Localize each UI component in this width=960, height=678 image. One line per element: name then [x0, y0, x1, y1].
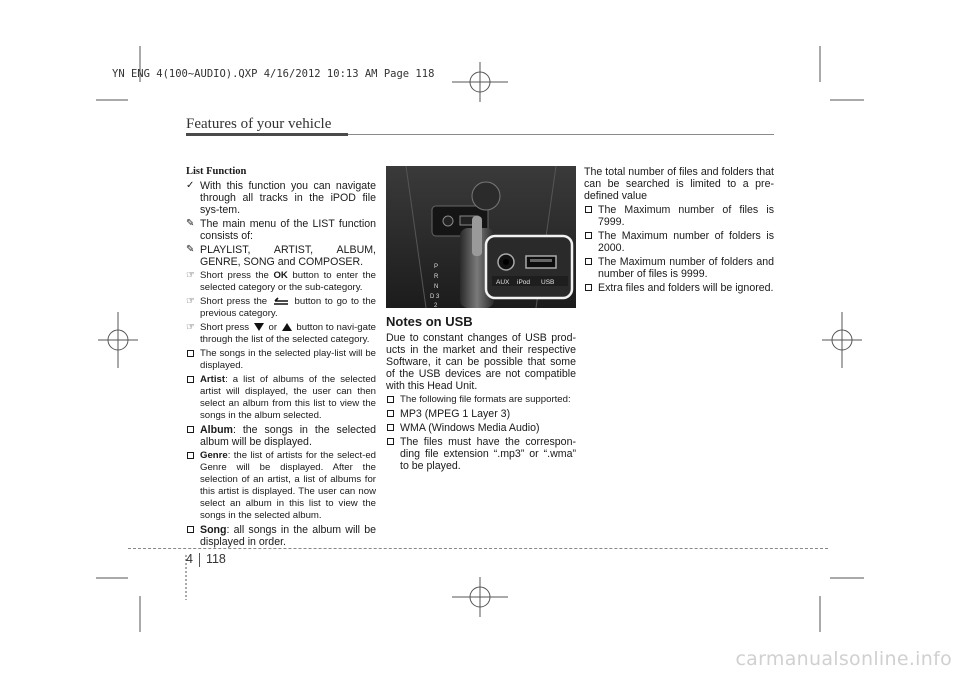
column-list-function — [186, 166, 376, 550]
list-item: The following file formats are supported: — [386, 394, 576, 406]
list-item: The Maximum number of folders and number of files is 9999. — [584, 256, 774, 280]
page-number-separator — [199, 553, 200, 567]
checkbox-icon — [187, 526, 194, 533]
checkbox-icon — [187, 376, 194, 383]
notes-on-usb-heading: Notes on USB — [386, 314, 473, 329]
usb-port-label: USB — [541, 279, 555, 286]
section-title: Features of your vehicle — [186, 116, 332, 132]
list-item: The songs in the selected play-list will be displayed. — [186, 348, 376, 372]
list-item: The Maximum number of folders is 2000. — [584, 230, 774, 254]
print-slug: YN ENG 4(100~AUDIO).QXP 4/16/2012 10:13 AM Page 118 — [112, 68, 435, 80]
list-item: Artist: a list of albums of the selected artist will displayed, the user can then select an album from this list to view the songs in the album selected. — [186, 374, 376, 422]
checkbox-icon — [585, 206, 592, 213]
list-function-heading: List Function — [186, 166, 247, 177]
file-limit-intro: The total number of files and folders that can be searched is limited to a pre-defined value — [584, 166, 774, 202]
pointing-hand-icon: ☞ — [186, 270, 195, 281]
checkbox-icon — [187, 452, 194, 459]
list-item: Song: all songs in the album will be displayed in order. — [186, 524, 376, 548]
list-item: ☞ Short press the OK button to enter the selected category or the sub-category. — [186, 270, 376, 293]
list-item: ☞ Short press or button to navi-gate through the list of the selected category. — [186, 322, 376, 345]
list-item: ✎ The main menu of the LIST function consists of: — [186, 218, 376, 242]
watermark-text: carmanualsonline.info — [735, 648, 952, 670]
console-ports-photo — [386, 166, 576, 308]
page-number-value: 118 — [205, 552, 226, 566]
gear-label: 2 — [434, 303, 438, 308]
list-item: Genre: the list of artists for the select-ed Genre will be displayed. After the selection of an artist, a list of albums for this artist is displayed. The user can now select an album in this list to view the songs in the selected album. — [186, 450, 376, 522]
list-item: ✎ PLAYLIST, ARTIST, ALBUM, GENRE, SONG and COMPOSER. — [186, 244, 376, 268]
gear-label: N — [434, 284, 439, 290]
list-item: WMA (Windows Media Audio) — [386, 422, 576, 434]
column-file-limits — [584, 166, 774, 296]
gear-label: D 3 — [430, 294, 440, 300]
chapter-number: 4 — [186, 552, 193, 566]
up-triangle-icon — [282, 323, 292, 331]
list-item: The Maximum number of files is 7999. — [584, 204, 774, 228]
checkbox-icon — [585, 284, 592, 291]
list-item: Extra files and folders will be ignored. — [584, 282, 774, 294]
pointing-hand-icon: ☞ — [186, 322, 195, 333]
checkmark-icon: ✓ — [186, 180, 195, 191]
column-notes-usb — [386, 316, 576, 474]
ok-label: OK — [273, 270, 288, 281]
footer-dashed-rule — [128, 548, 828, 549]
back-arrow-icon — [272, 297, 290, 306]
checkbox-icon — [187, 426, 194, 433]
page-number — [186, 552, 226, 567]
list-item: The files must have the correspon-ding file extension “.mp3” or “.wma” to be played. — [386, 436, 576, 472]
ipod-port-label: iPod — [517, 279, 531, 286]
gear-label: P — [434, 264, 439, 270]
pointing-hand-icon: ☞ — [186, 296, 195, 307]
header-rule-light — [348, 134, 774, 135]
header-rule-dark — [186, 133, 348, 136]
down-triangle-icon — [254, 323, 264, 331]
pencil-icon: ✎ — [186, 244, 195, 255]
checkbox-icon — [585, 232, 592, 239]
list-item: MP3 (MPEG 1 Layer 3) — [386, 408, 576, 420]
checkbox-icon — [387, 438, 394, 445]
checkbox-icon — [585, 258, 592, 265]
list-item: ✓ With this function you can navigate through all tracks in the iPOD file sys-tem. — [186, 180, 376, 216]
checkbox-icon — [187, 350, 194, 357]
pencil-icon: ✎ — [186, 218, 195, 229]
list-item: Album: the songs in the selected album will be displayed. — [186, 424, 376, 448]
checkbox-icon — [387, 396, 394, 403]
checkbox-icon — [387, 410, 394, 417]
checkbox-icon — [387, 424, 394, 431]
gear-label: R — [434, 274, 439, 280]
usb-intro-text: Due to constant changes of USB prod-ucts in the market and their respective Software, it can be possible that some of the USB devices are not compatible with this Head Unit. — [386, 332, 576, 392]
aux-port-label: AUX — [496, 279, 510, 286]
list-item: ☞ Short press the button to go to the previous category. — [186, 296, 376, 319]
